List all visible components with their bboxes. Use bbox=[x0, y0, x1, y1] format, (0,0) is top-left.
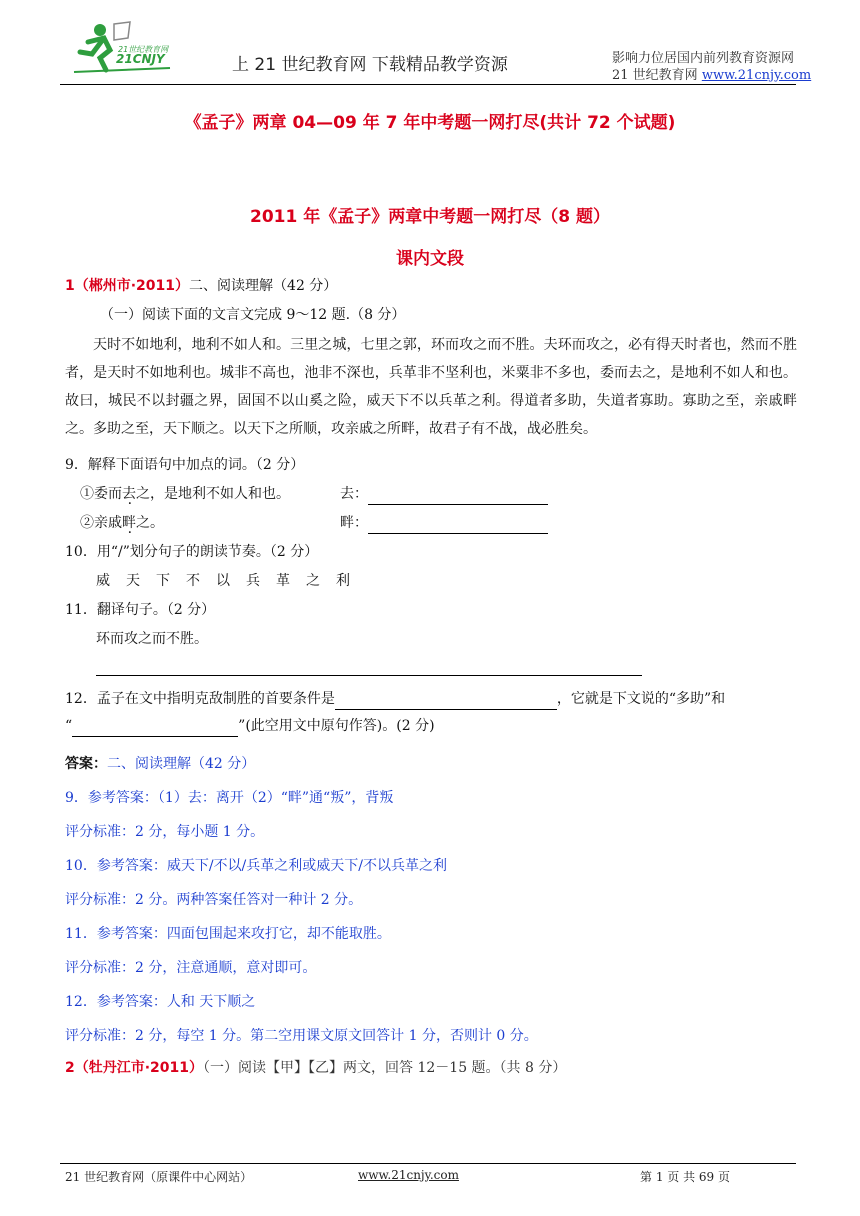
header-tagline: 影响力位居国内前列教育资源网 bbox=[612, 51, 795, 66]
answers-heading bbox=[65, 753, 255, 775]
answer-line: 10．参考答案：威天下/不以/兵革之利或威天下/不以兵革之利 bbox=[65, 858, 447, 874]
question-2-text: （一）阅读【甲】【乙】两文，回答 12－15 题。（共 8 分） bbox=[203, 1060, 567, 1076]
footer-site-name: 21 世纪教育网（原课件中心网站） bbox=[65, 1170, 253, 1184]
q10-char: 以 bbox=[216, 573, 230, 589]
passage-text: 天时不如地利，地利不如人和。三里之城，七里之郭，环而攻之而不胜。夫环而攻之，必有得天时者也，然而不胜者，是天时不如地利也。城非不高也，池非不深也，兵革非不坚利也，米粟非不多也，委而去之，是地利不如人和也。故曰，城民不以封疆之界，固国不以山奚之险，威天下不以兵革之利。得道者多助，失道者寡助。寡助之至，亲戚畔之。多助之至，天下顺之。以天下之所顺，攻亲戚之所畔，故君子有不战，战必胜矣。 bbox=[65, 337, 797, 437]
q12-text-d: ”(此空用文中原句作答)。(2 分) bbox=[238, 718, 435, 734]
q10-char: 不 bbox=[186, 573, 200, 589]
question-1-intro: （一）阅读下面的文言文完成 9～12 题.（8 分） bbox=[100, 307, 406, 323]
q10-char: 革 bbox=[276, 573, 290, 589]
q12-text-c: “ bbox=[65, 718, 73, 734]
header-site-prefix: 21 世纪教育网 bbox=[612, 68, 702, 83]
q9-item-2-text-c: 之。 bbox=[136, 515, 164, 531]
answers-label: 答案： bbox=[65, 756, 107, 772]
q10-char: 之 bbox=[306, 573, 320, 589]
answer-line: 12．参考答案：人和 天下顺之 bbox=[65, 994, 256, 1010]
q9-item-2-dotted-word: 畔 bbox=[122, 515, 136, 531]
q12-line-1 bbox=[65, 688, 797, 710]
q9-item-1-text-c: 之，是地利不如人和也。 bbox=[136, 486, 290, 502]
q12-blank-2[interactable] bbox=[72, 720, 238, 737]
question-1-heading bbox=[65, 275, 337, 297]
header-site bbox=[612, 64, 811, 83]
q9-item-2-text-a: ②亲戚 bbox=[80, 515, 122, 531]
page-number: 第 1 页 共 69 页 bbox=[640, 1170, 730, 1184]
q9-item-2-answer-label: 畔： bbox=[340, 515, 368, 531]
q10-char: 天 bbox=[126, 573, 140, 589]
q9-item-1-dotted-word: 去 bbox=[122, 486, 136, 502]
answer-line: 评分标准：2 分，每空 1 分。第二空用课文原文回答计 1 分，否则计 0 分。 bbox=[65, 1028, 538, 1044]
q9-item-1 bbox=[80, 483, 290, 505]
q11-sentence: 环而攻之而不胜。 bbox=[96, 631, 208, 647]
q9-item-2 bbox=[80, 512, 164, 534]
q9-item-2-answer bbox=[340, 512, 548, 534]
q12-text-a: 12．孟子在文中指明克敌制胜的首要条件是 bbox=[65, 691, 335, 707]
question-2-heading bbox=[65, 1057, 566, 1079]
q10-char: 下 bbox=[156, 573, 170, 589]
q10-prompt: 10．用“/”划分句子的朗读节奏。（2 分） bbox=[65, 544, 319, 560]
footer-divider bbox=[60, 1163, 796, 1164]
header-site-link[interactable]: www.21cnjy.com bbox=[701, 68, 812, 83]
main-title: 《孟子》两章 04—09 年 7 年中考题一网打尽(共计 72 个试题) bbox=[184, 113, 676, 133]
q11-answer-line[interactable] bbox=[96, 675, 642, 676]
q9-item-1-text-a: ①委而 bbox=[80, 486, 122, 502]
header-divider bbox=[60, 84, 796, 85]
q10-characters bbox=[96, 570, 366, 592]
q11-prompt: 11．翻译句子。（2 分） bbox=[65, 602, 216, 618]
q9-item-1-answer-label: 去： bbox=[340, 486, 368, 502]
question-2-label: 2（牡丹江市·2011） bbox=[65, 1060, 204, 1076]
answers-section: 二、阅读理解（42 分） bbox=[107, 756, 256, 772]
q12-text-b: ，它就是下文说的“多助”和 bbox=[556, 691, 726, 707]
question-1-section: 二、阅读理解（42 分） bbox=[189, 278, 338, 294]
answer-line: 11．参考答案：四面包围起来攻打它，却不能取胜。 bbox=[65, 926, 391, 942]
q10-char: 利 bbox=[336, 573, 350, 589]
question-1-label: 1（郴州市·2011） bbox=[65, 278, 190, 294]
q9-item-1-answer bbox=[340, 483, 548, 505]
logo-text-cn: 21世纪教育网 bbox=[118, 45, 169, 54]
q10-char: 威 bbox=[96, 573, 110, 589]
answer-line: 评分标准：2 分，每小题 1 分。 bbox=[65, 824, 265, 840]
answer-line: 评分标准：2 分，注意通顺，意对即可。 bbox=[65, 960, 317, 976]
q12-line-2 bbox=[65, 715, 435, 737]
header-slogan: 上 21 世纪教育网 下载精品教学资源 bbox=[232, 55, 508, 75]
logo-text-en: 21CNJY bbox=[116, 52, 165, 66]
q12-blank-1[interactable] bbox=[335, 693, 557, 710]
answer-line: 9．参考答案：（1）去：离开（2）“畔”通“叛”，背叛 bbox=[65, 790, 394, 806]
site-logo bbox=[70, 20, 180, 76]
sub-title: 2011 年《孟子》两章中考题一网打尽（8 题） bbox=[250, 207, 610, 227]
section-title: 课内文段 bbox=[396, 249, 464, 269]
footer-link[interactable]: www.21cnjy.com bbox=[358, 1168, 459, 1182]
q9-prompt: 9．解释下面语句中加点的词。（2 分） bbox=[65, 457, 305, 473]
q9-item-1-blank[interactable] bbox=[368, 488, 548, 505]
q10-char: 兵 bbox=[246, 573, 260, 589]
answer-line: 评分标准：2 分。两种答案任答对一种计 2 分。 bbox=[65, 892, 363, 908]
q9-item-2-blank[interactable] bbox=[368, 517, 548, 534]
